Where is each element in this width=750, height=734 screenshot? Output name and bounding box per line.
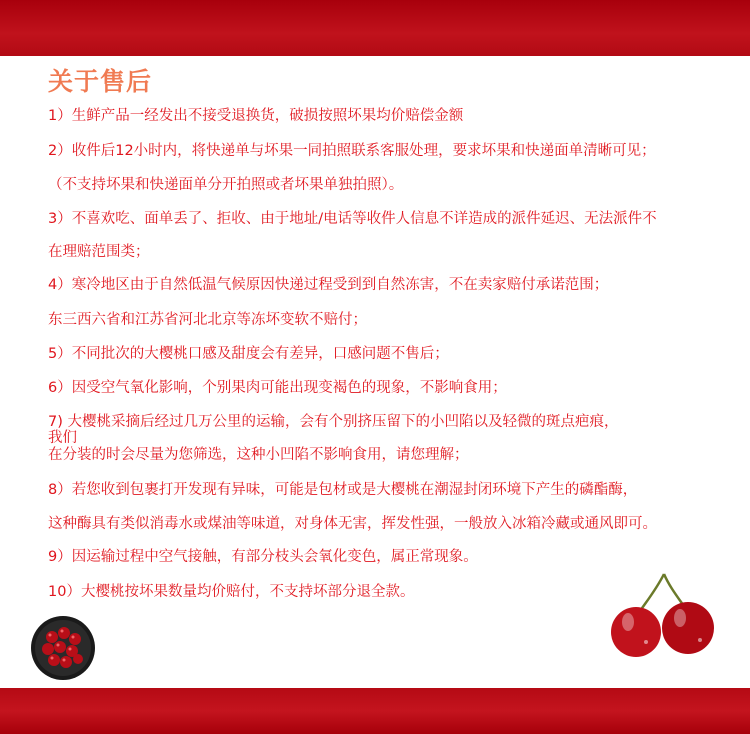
bottom-red-band: [0, 688, 750, 734]
rule-line-8-cont: 这种酶具有类似消毒水或煤油等味道，对身体无害，挥发性强，一般放入冰箱冷藏或通风即可。: [48, 516, 657, 532]
rule-line-2-note: （不支持坏果和快递面单分开拍照或者坏果单独拍照）。: [48, 177, 404, 193]
cherry-pair-image: [606, 570, 726, 660]
rule-line-6: 6）因受空气氧化影响，个别果肉可能出现变褐色的现象，不影响食用；: [48, 380, 507, 396]
rule-line-4-cont: 东三西六省和江苏省河北北京等冻坏变软不赔付；: [48, 312, 367, 328]
rule-line-10: 10）大樱桃按坏果数量均价赔付，不支持坏部分退全款。: [48, 584, 415, 600]
rule-line-9: 9）因运输过程中空气接触，有部分枝头会氧化变色，属正常现象。: [48, 549, 478, 565]
rule-line-3: 3）不喜欢吃、面单丢了、拒收、由于地址/电话等收件人信息不详造成的派件延迟、无法派件不: [48, 211, 657, 227]
top-red-band: [0, 0, 750, 56]
rule-line-3-cont: 在理赔范围类；: [48, 244, 150, 260]
rule-line-4: 4）寒冷地区由于自然低温气候原因快递过程受到到自然冻害，不在卖家赔付承诺范围；: [48, 277, 609, 293]
rule-line-7-cont: 在分装的时会尽量为您筛选，这种小凹陷不影响食用，请您理解；: [48, 447, 469, 463]
rule-line-7: 7) 大樱桃采摘后经过几万公里的运输，会有个别挤压留下的小凹陷以及轻微的斑点疤痕，: [48, 414, 619, 430]
rule-line-1: 1）生鲜产品一经发出不接受退换货，破损按照坏果均价赔偿金额: [48, 108, 464, 124]
rule-line-7-wrap: 我们: [48, 430, 77, 446]
cherry-plate-image: [30, 615, 96, 681]
rule-line-2: 2）收件后12小时内，将快递单与坏果一同拍照联系客服处理，要求坏果和快递面单清晰可见；: [48, 143, 656, 159]
rule-line-8: 8）若您收到包裹打开发现有异味，可能是包材或是大樱桃在潮湿封闭环境下产生的磷酯酶，: [48, 482, 638, 498]
rule-line-5: 5）不同批次的大樱桃口感及甜度会有差异，口感问题不售后；: [48, 346, 449, 362]
page-title: 关于售后: [48, 67, 153, 96]
